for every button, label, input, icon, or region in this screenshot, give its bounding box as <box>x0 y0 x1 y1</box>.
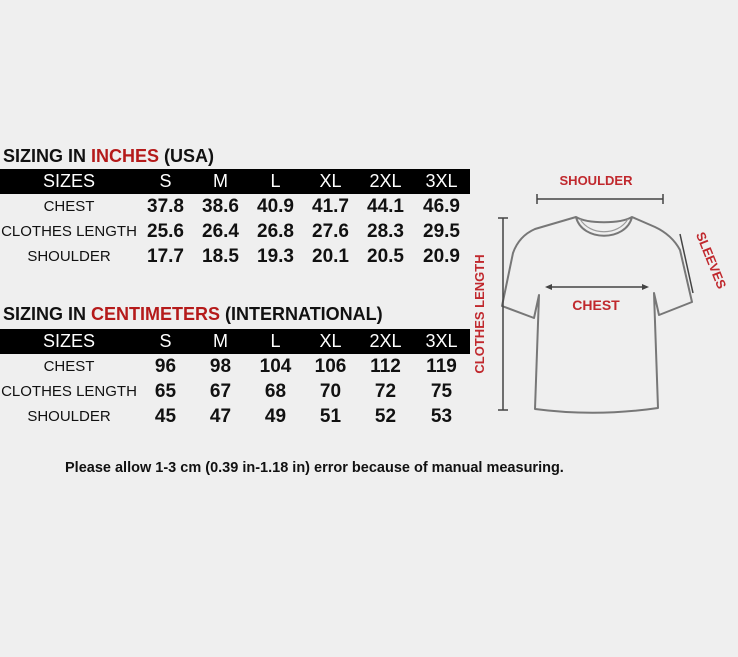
table-cell: 75 <box>430 380 453 402</box>
centimeters-title-suffix: (INTERNATIONAL) <box>220 304 383 324</box>
inches-title <box>3 146 214 167</box>
header-cell: L <box>248 329 303 354</box>
table-cell: 98 <box>209 355 232 377</box>
table-cell: 68 <box>264 380 287 402</box>
row-label: CLOTHES LENGTH <box>1 223 137 240</box>
table-cell: 51 <box>319 405 342 427</box>
inches-title-suffix: (USA) <box>159 146 215 166</box>
table-row <box>0 404 470 429</box>
table-cell: 112 <box>370 355 401 377</box>
table-cell: 44.1 <box>367 195 404 217</box>
measurement-note: Please allow 1-3 cm (0.39 in-1.18 in) error because of manual measuring. <box>65 460 564 476</box>
table-cell: 37.8 <box>147 195 184 217</box>
table-cell: 38.6 <box>202 195 239 217</box>
table-cell: 70 <box>319 380 342 402</box>
table-cell: 52 <box>374 405 397 427</box>
table-cell: 96 <box>154 355 177 377</box>
table-cell: 65 <box>154 380 177 402</box>
table-cell: 104 <box>259 355 292 377</box>
header-cell: 2XL <box>358 169 413 194</box>
table-cell: 26.4 <box>202 220 239 242</box>
header-cell: M <box>193 329 248 354</box>
table-cell: 41.7 <box>312 195 349 217</box>
header-cell: SIZES <box>0 169 138 194</box>
centimeters-title-highlight: CENTIMETERS <box>91 304 221 324</box>
header-cell: S <box>138 329 193 354</box>
header-cell: 3XL <box>413 169 470 194</box>
inches-size-table <box>0 169 470 269</box>
inches-title-prefix: SIZING IN <box>3 146 92 166</box>
chest-label: CHEST <box>572 297 620 313</box>
table-cell: 46.9 <box>423 195 460 217</box>
table-cell: 26.8 <box>257 220 294 242</box>
table-cell: 18.5 <box>202 245 239 267</box>
header-cell: 2XL <box>358 329 413 354</box>
header-cell: XL <box>303 169 358 194</box>
header-cell: S <box>138 169 193 194</box>
table-cell: 40.9 <box>257 195 294 217</box>
table-row <box>0 244 470 269</box>
row-label: CHEST <box>43 358 95 375</box>
header-cell: 3XL <box>413 329 470 354</box>
table-cell: 20.9 <box>423 245 460 267</box>
row-label: CLOTHES LENGTH <box>1 383 137 400</box>
table-cell: 119 <box>426 355 457 377</box>
table-row <box>0 219 470 244</box>
table-row <box>0 194 470 219</box>
row-label: CHEST <box>43 198 95 215</box>
table-cell: 67 <box>209 380 232 402</box>
tshirt-measurement-diagram <box>468 160 738 430</box>
table-cell: 45 <box>154 405 177 427</box>
table-cell: 17.7 <box>147 245 184 267</box>
clothes-length-label: CLOTHES LENGTH <box>472 254 487 374</box>
header-cell: M <box>193 169 248 194</box>
table-cell: 29.5 <box>423 220 460 242</box>
centimeters-header-row <box>0 329 470 354</box>
inches-header-row <box>0 169 470 194</box>
shoulder-label: SHOULDER <box>559 173 633 188</box>
inches-title-highlight: INCHES <box>91 146 160 166</box>
header-cell: SIZES <box>0 329 138 354</box>
table-row <box>0 379 470 404</box>
row-label: SHOULDER <box>27 248 111 265</box>
table-cell: 27.6 <box>312 220 349 242</box>
table-cell: 25.6 <box>147 220 184 242</box>
table-cell: 72 <box>374 380 397 402</box>
table-cell: 28.3 <box>367 220 404 242</box>
table-cell: 20.1 <box>312 245 349 267</box>
table-cell: 19.3 <box>257 245 294 267</box>
centimeters-size-table <box>0 329 470 429</box>
table-cell: 106 <box>314 355 347 377</box>
table-cell: 47 <box>209 405 232 427</box>
table-cell: 20.5 <box>367 245 404 267</box>
tshirt-outline-icon <box>502 217 692 413</box>
centimeters-title <box>3 304 383 325</box>
table-cell: 49 <box>264 405 287 427</box>
sleeves-label: SLEEVES <box>692 229 730 291</box>
centimeters-title-prefix: SIZING IN <box>3 304 92 324</box>
table-row <box>0 354 470 379</box>
table-cell: 53 <box>430 405 453 427</box>
row-label: SHOULDER <box>27 408 111 425</box>
header-cell: XL <box>303 329 358 354</box>
header-cell: L <box>248 169 303 194</box>
